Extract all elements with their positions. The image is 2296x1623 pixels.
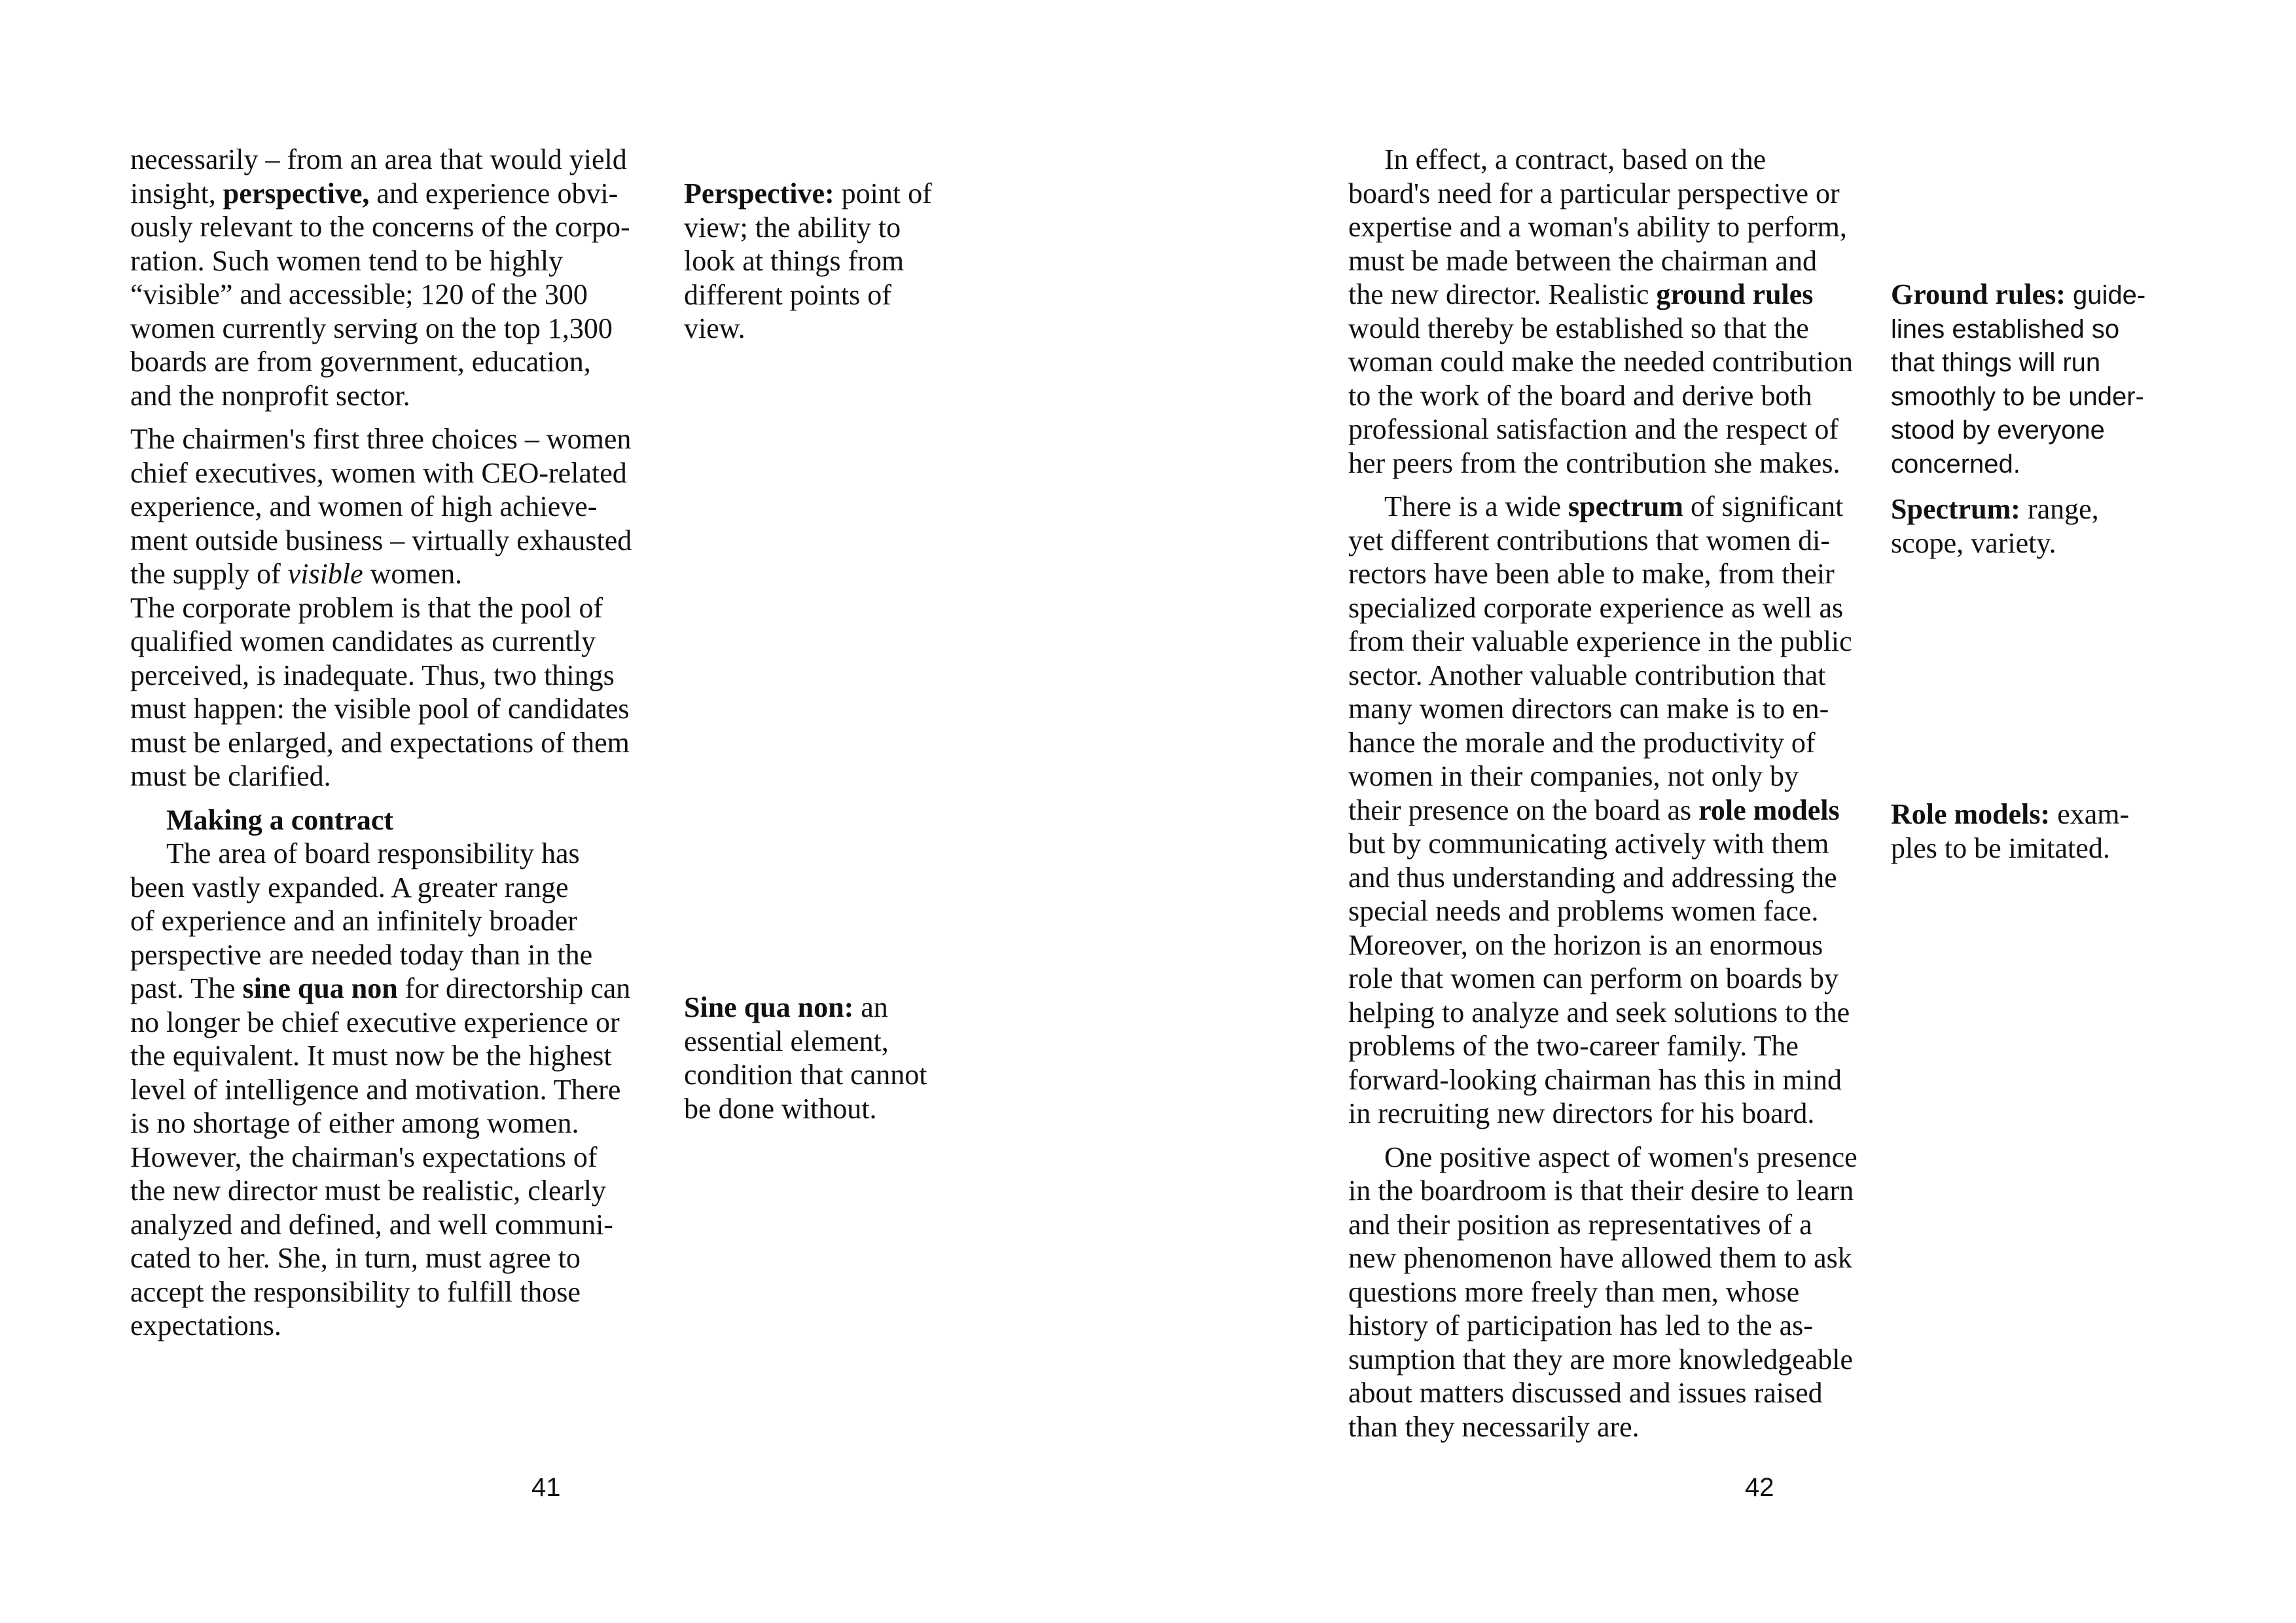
text-line: her peers from the contribution she makes. (1348, 447, 1840, 479)
right-page (1148, 0, 2296, 1623)
text-line: women in their companies, not only by (1348, 760, 1799, 792)
text-line: but by communicating actively with them (1348, 828, 1829, 860)
glossary-line: look at things from (684, 245, 905, 277)
glossary-term: Role models: (1891, 798, 2051, 830)
text-line: accept the responsibility to fulfill those (130, 1275, 581, 1308)
italic-visible: visible (287, 558, 363, 590)
glossary-line: view; the ability to (684, 211, 901, 244)
text-line: must happen: the visible pool of candidates (130, 693, 630, 725)
glossary-line: that things will run (1891, 348, 2101, 377)
keyword-spectrum: spectrum (1568, 490, 1683, 522)
text-line: and thus understanding and addressing the (1348, 861, 1837, 894)
text-run: for directorship can (397, 972, 631, 1004)
text-line (1348, 793, 1911, 828)
glossary-line (684, 177, 972, 211)
text-line: than they necessarily are. (1348, 1410, 1640, 1443)
text-line: the equivalent. It must now be the highest (130, 1040, 612, 1072)
text-line: new phenomenon have allowed them to ask (1348, 1242, 1852, 1274)
text-line: woman could make the needed contribution (1348, 346, 1853, 378)
keyword-role-models: role models (1698, 793, 1840, 826)
left-paragraph-2 (130, 422, 667, 591)
glossary-definition: guide- (2065, 281, 2146, 310)
text-line: problems of the two-career family. The (1348, 1030, 1799, 1062)
glossary-definition: point of (834, 177, 932, 210)
text-line: women currently serving on the top 1,300 (130, 312, 613, 344)
glossary-line: lines established so (1891, 314, 2120, 344)
glossary-line: essential element, (684, 1025, 889, 1057)
text-line: role that women can perform on boards by (1348, 962, 1839, 994)
text-line: perspective are needed today than in the (130, 938, 593, 971)
glossary-line (1891, 278, 2179, 313)
text-line: in the boardroom is that their desire to learn (1348, 1175, 1854, 1207)
text-line: chief executives, women with CEO-related (130, 456, 627, 489)
text-line: would thereby be established so that the (1348, 312, 1809, 344)
keyword-ground-rules: ground rules (1656, 278, 1814, 310)
glossary-definition: range, (2020, 493, 2099, 525)
text-line: in recruiting new directors for his board. (1348, 1097, 1815, 1129)
text-line: special needs and problems women face. (1348, 895, 1819, 927)
text-line (1348, 490, 1911, 524)
glossary-spectrum (1891, 492, 2179, 560)
keyword-sine-qua-non: sine qua non (242, 972, 398, 1004)
text-line: sumption that they are more knowledgeable (1348, 1343, 1853, 1376)
glossary-ground-rules (1891, 278, 2179, 481)
text-line: forward-looking chairman has this in mind (1348, 1063, 1842, 1096)
text-line: must be made between the chairman and (1348, 244, 1817, 277)
glossary-line: condition that cannot (684, 1059, 927, 1091)
glossary-sine-qua-non (684, 991, 972, 1125)
text-line: necessarily – from an area that would yield (130, 143, 627, 175)
left-section-making-contract (130, 803, 667, 1343)
glossary-line (1891, 492, 2179, 526)
text-line: history of participation has led to the as- (1348, 1309, 1813, 1341)
glossary-term: Ground rules: (1891, 278, 2066, 310)
text-line: helping to analyze and seek solutions to the (1348, 996, 1850, 1029)
glossary-line (1891, 797, 2179, 831)
text-line: many women directors can make is to en- (1348, 693, 1829, 725)
text-line: sector. Another valuable contribution that (1348, 659, 1826, 691)
glossary-perspective (684, 177, 972, 346)
text-line: about matters discussed and issues raised (1348, 1377, 1823, 1409)
text-line: and their position as representatives of a (1348, 1208, 1812, 1241)
right-paragraph-2 (1348, 490, 1911, 1131)
glossary-line: view. (684, 312, 745, 344)
text-line: hance the morale and the productivity of (1348, 726, 1816, 759)
text-line: ment outside business – virtually exhausted (130, 524, 632, 556)
page-number-left: 41 (531, 1473, 561, 1502)
text-line: Moreover, on the horizon is an enormous (1348, 928, 1823, 961)
text-line: specialized corporate experience as well as (1348, 591, 1844, 624)
text-run: the new director. Realistic (1348, 278, 1657, 310)
left-main-text (130, 143, 667, 1343)
glossary-line: smoothly to be under- (1891, 382, 2144, 411)
keyword-perspective: perspective, (223, 177, 370, 210)
text-line: is no shortage of either among women. (130, 1107, 579, 1139)
text-line: the new director must be realistic, clearly (130, 1175, 606, 1207)
text-line: However, the chairman's expectations of (130, 1140, 598, 1173)
text-line: ously relevant to the concerns of the corpo- (130, 211, 630, 243)
glossary-line: stood by everyone (1891, 416, 2105, 445)
text-line: from their valuable experience in the public (1348, 625, 1852, 657)
text-line: expectations. (130, 1309, 281, 1341)
text-run: past. The (130, 972, 243, 1004)
page-number-right: 42 (1745, 1473, 1774, 1502)
text-line: of experience and an infinitely broader (130, 905, 577, 937)
text-line: qualified women candidates as currently (130, 625, 596, 657)
text-line (130, 177, 667, 211)
left-paragraph-3 (130, 591, 667, 793)
text-line: cated to her. She, in turn, must agree to (130, 1242, 581, 1274)
text-line: analyzed and defined, and well communi- (130, 1208, 613, 1241)
text-line: ration. Such women tend to be highly (130, 244, 564, 277)
text-line: The chairmen's first three choices – women (130, 423, 632, 455)
text-line: experience, and women of high achieve- (130, 490, 598, 522)
text-line (130, 972, 667, 1006)
text-line: The corporate problem is that the pool of (130, 591, 603, 624)
text-run: insight, (130, 177, 223, 210)
text-run: and experience obvi- (369, 177, 619, 210)
text-run: of significant (1683, 490, 1844, 522)
right-paragraph-1 (1348, 143, 1911, 480)
text-line: perceived, is inadequate. Thus, two things (130, 659, 615, 691)
text-line: been vastly expanded. A greater range (130, 871, 569, 903)
text-line (130, 557, 667, 591)
left-paragraph-1 (130, 143, 667, 412)
glossary-role-models (1891, 797, 2179, 865)
glossary-definition: an (853, 991, 888, 1023)
text-line: yet different contributions that women di- (1348, 524, 1831, 556)
glossary-term: Perspective: (684, 177, 834, 210)
text-line: One positive aspect of women's presence (1384, 1140, 1857, 1173)
glossary-term: Spectrum: (1891, 493, 2020, 525)
text-line: rectors have been able to make, from their (1348, 558, 1835, 590)
glossary-line: scope, variety. (1891, 526, 2056, 559)
glossary-line: different points of (684, 278, 891, 311)
text-line: level of intelligence and motivation. There (130, 1073, 621, 1106)
text-run: There is a wide (1384, 490, 1568, 522)
text-line: expertise and a woman's ability to perform, (1348, 211, 1847, 243)
text-line: professional satisfaction and the respect of (1348, 413, 1839, 445)
text-line: boards are from government, education, (130, 346, 591, 378)
glossary-line: concerned. (1891, 449, 2020, 479)
text-line: to the work of the board and derive both (1348, 379, 1812, 412)
section-heading: Making a contract (166, 803, 394, 836)
text-line: In effect, a contract, based on the (1384, 143, 1767, 175)
text-line: and the nonprofit sector. (130, 379, 410, 412)
text-line: board's need for a particular perspective or (1348, 177, 1840, 210)
right-main-text (1348, 143, 1911, 1444)
text-line: The area of board responsibility has (166, 837, 580, 869)
text-line: no longer be chief executive experience or (130, 1006, 620, 1038)
right-paragraph-3 (1348, 1140, 1911, 1444)
glossary-line: ples to be imitated. (1891, 831, 2110, 864)
text-line: “visible” and accessible; 120 of the 300 (130, 278, 588, 310)
glossary-line: be done without. (684, 1092, 877, 1125)
text-line (1348, 278, 1911, 312)
text-line: questions more freely than men, whose (1348, 1275, 1800, 1308)
glossary-definition: exam- (2050, 798, 2130, 830)
glossary-line (684, 991, 972, 1025)
text-line: must be clarified. (130, 760, 331, 792)
glossary-term: Sine qua non: (684, 991, 854, 1023)
text-run: the supply of (130, 558, 288, 590)
text-line: must be enlarged, and expectations of them (130, 726, 630, 759)
text-run: women. (363, 558, 463, 590)
text-run: their presence on the board as (1348, 793, 1699, 826)
